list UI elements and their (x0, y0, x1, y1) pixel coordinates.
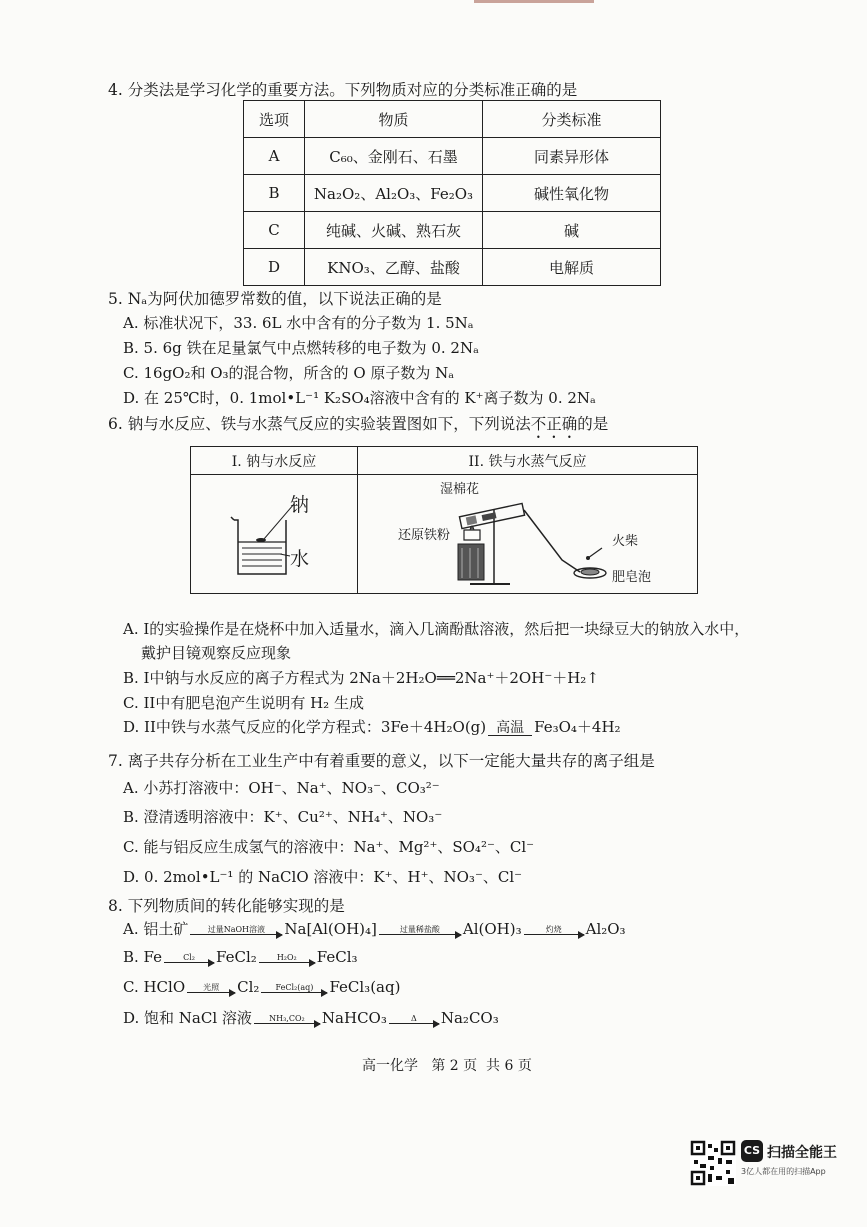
arrow-condition: 过量NaOH溶液 (207, 925, 266, 934)
conversion-arrow (187, 983, 235, 993)
chem-species: B. Fe (123, 948, 163, 966)
q5-option-a: A. 标准状况下，33. 6L 水中含有的分子数为 1. 5Nₐ (123, 314, 474, 332)
header-substance: 物质 (305, 101, 483, 138)
label-water: 水 (290, 548, 310, 570)
chem-species: Na[Al(OH)₄] (284, 920, 377, 938)
label-soap-bubble: 肥皂泡 (612, 570, 652, 585)
row-standard: 碱 (483, 212, 661, 249)
table-row (244, 249, 661, 286)
label-match: 火柴 (612, 534, 639, 549)
qr-code-icon (690, 1140, 736, 1186)
q7-option-a: A. 小苏打溶液中：OH⁻、Na⁺、NO₃⁻、CO₃²⁻ (123, 779, 440, 797)
q8-stem: 8. 下列物质间的转化能够实现的是 (108, 897, 345, 915)
label-wet-cotton: 湿棉花 (440, 482, 480, 497)
label-sodium: 钠 (290, 494, 310, 516)
table-row (244, 212, 661, 249)
q6-stem-text: 6. 钠与水反应、铁与水蒸气反应的实验装置图如下，下列说法 (108, 415, 531, 433)
q6-option-d-pre: D. II中铁与水蒸气反应的化学方程式：3Fe＋4H₂O(g) (123, 718, 487, 736)
arrow-condition: NH₃,CO₂ (269, 1014, 305, 1023)
q8-option-a (123, 918, 626, 939)
q5-option-c: C. 16gO₂和 O₃的混合物，所含的 O 原子数为 Nₐ (123, 364, 455, 382)
q8-option-b (123, 948, 358, 966)
q4-table (243, 100, 661, 286)
chem-species: FeCl₃(aq) (329, 978, 401, 996)
chem-species: NaHCO₃ (321, 1009, 387, 1027)
table-row (244, 138, 661, 175)
arrow-condition: Cl₂ (183, 953, 195, 962)
row-substances: 纯碱、火碱、熟石灰 (305, 212, 483, 249)
row-option: B (244, 175, 305, 212)
q5-stem: 5. Nₐ为阿伏加德罗常数的值，以下说法正确的是 (108, 290, 442, 308)
chem-species: Al₂O₃ (585, 920, 626, 938)
conversion-arrow (379, 925, 461, 935)
conversion-arrow (259, 953, 315, 963)
cs-logo-icon: CS (741, 1140, 763, 1162)
row-option: A (244, 138, 305, 175)
arrow-condition: 过量稀盐酸 (399, 925, 440, 934)
q6-option-c: C. II中有肥皂泡产生说明有 H₂ 生成 (123, 694, 364, 712)
header-standard: 分类标准 (483, 101, 661, 138)
reaction-arrow (488, 721, 532, 736)
arrow-condition: H₂O₂ (276, 953, 297, 962)
q6-option-d-post: Fe₃O₄＋4H₂ (534, 718, 621, 736)
q8-option-d (123, 1007, 499, 1028)
chem-species: FeCl₂ (216, 948, 257, 966)
q7-option-b: B. 澄清透明溶液中：K⁺、Cu²⁺、NH₄⁺、NO₃⁻ (123, 808, 443, 826)
q7-option-c: C. 能与铝反应生成氢气的溶液中：Na⁺、Mg²⁺、SO₄²⁻、Cl⁻ (123, 838, 535, 856)
row-standard: 碱性氧化物 (483, 175, 661, 212)
q6-option-a-line1: A. I的实验操作是在烧杯中加入适量水，滴入几滴酚酞溶液，然后把一块绿豆大的钠放入水中， (123, 620, 750, 638)
q6-stem-tail: 的是 (577, 415, 609, 433)
q6-stem (108, 412, 608, 442)
chem-species: A. 铝土矿 (123, 920, 189, 938)
conversion-arrow (164, 953, 214, 963)
conversion-arrow (190, 925, 282, 935)
panel2-title: II. 铁与水蒸气反应 (358, 447, 698, 475)
q5-option-d: D. 在 25℃时，0. 1mol•L⁻¹ K₂SO₄溶液中含有的 K⁺离子数为 0. 2Nₐ (123, 389, 596, 407)
row-substances: KNO₃、乙醇、盐酸 (305, 249, 483, 286)
chem-species: C. HClO (123, 978, 186, 996)
arrow-condition: Δ (410, 1014, 417, 1023)
label-iron-powder: 还原铁粉 (398, 528, 451, 543)
row-substances: Na₂O₂、Al₂O₃、Fe₂O₃ (305, 175, 483, 212)
conversion-arrow (389, 1014, 439, 1024)
q5-option-b: B. 5. 6g 铁在足量氯气中点燃转移的电子数为 0. 2Nₐ (123, 339, 479, 357)
q6-option-b: B. I中钠与水反应的离子方程式为 2Na＋2H₂O══2Na⁺＋2OH⁻＋H₂↑ (123, 669, 599, 687)
arrow-condition: 光照 (203, 983, 220, 992)
q8-option-c (123, 978, 400, 996)
row-option: D (244, 249, 305, 286)
conversion-arrow (261, 983, 327, 993)
q6-option-a-line2: 戴护目镜观察反应现象 (141, 644, 292, 662)
page-footer: 高一化学 第 2 页 共 6 页 (362, 1058, 532, 1074)
chem-species: Cl₂ (237, 978, 260, 996)
row-standard: 同素异形体 (483, 138, 661, 175)
table-row (244, 175, 661, 212)
iron-steam-apparatus (440, 500, 640, 588)
q7-stem: 7. 离子共存分析在工业生产中有着重要的意义，以下一定能大量共存的离子组是 (108, 752, 655, 770)
q6-option-d (123, 716, 621, 737)
q4-stem: 4. 分类法是学习化学的重要方法。下列物质对应的分类标准正确的是 (108, 81, 578, 99)
badge-app-name: 扫描全能王 (767, 1145, 837, 1161)
arrow-condition: FeCl₂(aq) (275, 983, 314, 992)
scan-edge-mark (474, 0, 594, 3)
chem-species: FeCl₃ (316, 948, 358, 966)
reaction-condition: 高温 (496, 719, 525, 736)
q6-stem-emphasis: 不正确 (530, 415, 578, 433)
row-option: C (244, 212, 305, 249)
arrow-condition: 灼烧 (545, 925, 562, 934)
table-header-row (244, 101, 661, 138)
row-substances: C₆₀、金刚石、石墨 (305, 138, 483, 175)
row-standard: 电解质 (483, 249, 661, 286)
panel1-title: I. 钠与水反应 (191, 447, 358, 475)
chem-species: D. 饱和 NaCl 溶液 (123, 1009, 252, 1027)
header-option: 选项 (244, 101, 305, 138)
conversion-arrow (524, 925, 584, 935)
conversion-arrow (254, 1014, 320, 1024)
chem-species: Al(OH)₃ (462, 920, 522, 938)
q7-option-d: D. 0. 2mol•L⁻¹ 的 NaClO 溶液中：K⁺、H⁺、NO₃⁻、Cl⁻ (123, 868, 523, 886)
chem-species: Na₂CO₃ (440, 1009, 499, 1027)
badge-tagline: 3亿人都在用的扫描App (741, 1167, 826, 1176)
